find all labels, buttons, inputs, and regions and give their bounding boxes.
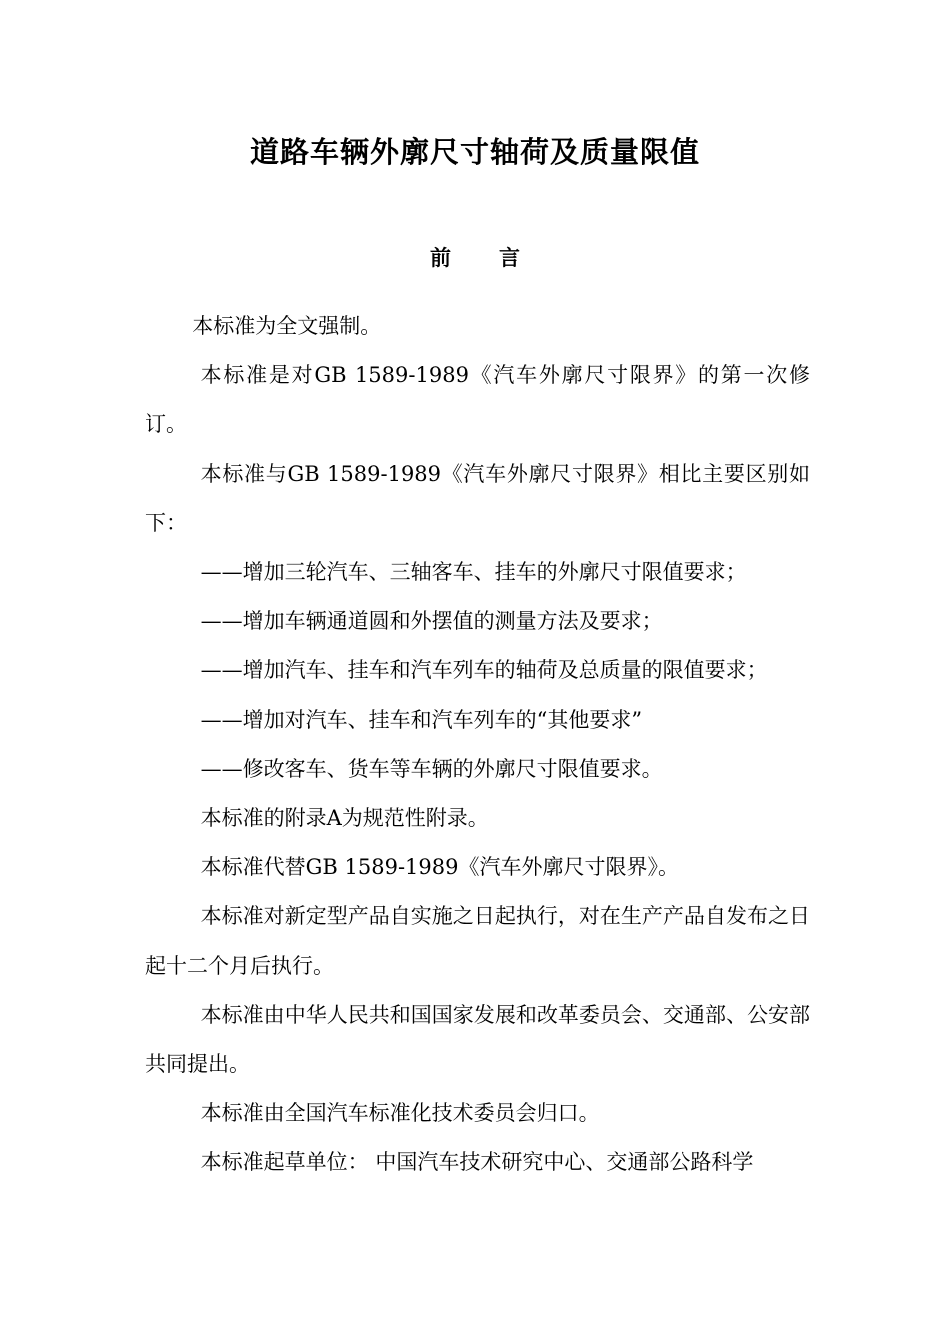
paragraph: 本标准是对GB 1589-1989《汽车外廓尺寸限界》的第一次修订。: [145, 363, 810, 437]
list-item: ——增加对汽车、挂车和汽车列车的“其他要求”: [200, 707, 643, 732]
paragraph: 本标准对新定型产品自实施之日起执行，对在生产产品自发布之日起十二个月后执行。: [145, 904, 810, 978]
paragraph: 本标准由中华人民共和国国家发展和改革委员会、交通部、公安部共同提出。: [145, 1002, 810, 1077]
paragraph: 本标准的附录A为规范性附录。: [200, 806, 489, 831]
section-heading-char: 言: [499, 245, 520, 270]
foreword-body: [145, 302, 810, 1188]
paragraph: 本标准为全文强制。: [192, 314, 382, 338]
list-item: ——修改客车、货车等车辆的外廓尺寸限值要求。: [200, 756, 663, 781]
paragraph: 本标准起草单位： 中国汽车技术研究中心、交通部公路科学: [200, 1150, 754, 1175]
list-item: ——增加三轮汽车、三轴客车、挂车的外廓尺寸限值要求；: [200, 560, 747, 585]
paragraph: 本标准与GB 1589-1989《汽车外廓尺寸限界》相比主要区别如下：: [145, 461, 810, 535]
paragraph: 本标准由全国汽车标准化技术委员会归口。: [200, 1101, 600, 1126]
list-item: ——增加车辆通道圆和外摆值的测量方法及要求；: [200, 609, 663, 634]
section-heading-foreword: [0, 244, 950, 272]
section-heading-char: 前: [430, 245, 451, 270]
document-title: 道路车辆外廓尺寸轴荷及质量限值: [249, 135, 700, 169]
list-item: ——增加汽车、挂车和汽车列车的轴荷及总质量的限值要求；: [200, 658, 768, 683]
paragraph: 本标准代替GB 1589-1989《汽车外廓尺寸限界》。: [200, 855, 680, 880]
